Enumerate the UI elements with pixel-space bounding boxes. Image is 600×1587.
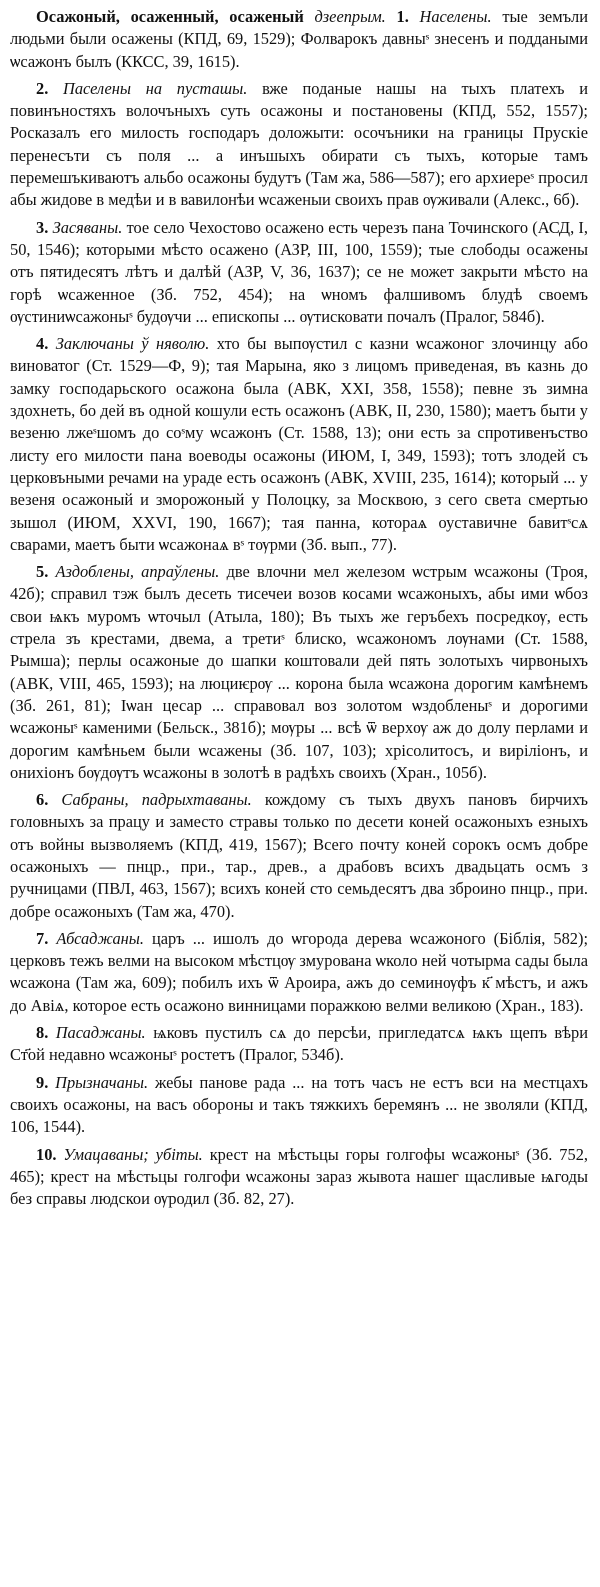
- sense-gloss: Сабраны, падрыхтаваны.: [61, 790, 252, 810]
- sense-number: 7.: [36, 928, 49, 948]
- sense-citations: ѩковъ пустилъ сѧ до персѣи, пригледатсѧ ѩкъ щепъ вѣри Ст҃ой недавно ѡсажоныˢ ростетъ (Пралог, 534б).: [10, 1023, 588, 1065]
- sense-gloss: Заключаны ў няволю.: [55, 334, 210, 354]
- sense-gloss: Пасаджаны.: [55, 1023, 146, 1043]
- sense-gloss: Умацаваны; убіты.: [63, 1144, 203, 1164]
- dictionary-entry: [10, 6, 588, 1215]
- sense-number: 8.: [36, 1023, 49, 1043]
- sense-citations: крест на мѣстьцы горы голгофы ѡсажоныˢ (Зб. 752, 465); крест на мѣстьцы голгофи ѡсажоны зараз жывота нашег щасливые ѩгоды без справы людскои ѹродил (Зб. 82, 27).: [10, 1144, 588, 1209]
- sense-3: [10, 217, 588, 328]
- sense-gloss: Паселены на пусташы.: [63, 78, 248, 98]
- sense-citations: царъ ... ишолъ до ѡгорода дерева ѡсажоного (Біблія, 582); церковъ тежъ велми на высоком мѣстцѹ змурована ѡколо ней чотырма сады была ѡсажона (Там жа, 609); побилъ ихъ ѿ Ароира, ажъ до семинѹфъ к҃ мѣстъ, и ажъ до Авіѧ, которое есть осажоно винницами поражкою велми великою (Хран., 183).: [10, 928, 588, 1015]
- sense-citations: тые земъли людьми были осажены (КПД, 69, 1529); Фолварокъ давныˢ знесенъ и поддаными ѡсажонъ былъ (ККСС, 39, 1615).: [10, 7, 589, 71]
- sense-1: [10, 6, 588, 73]
- sense-gloss: Аздоблены, апраўлены.: [55, 562, 220, 582]
- sense-4: [10, 333, 588, 556]
- sense-number: 3.: [36, 217, 49, 237]
- sense-number: 5.: [36, 562, 49, 582]
- sense-citations: жебы панове рада ... на тотъ часъ не естъ вси на местцахъ своихъ осажоны, на васъ обороны и такъ тяжкихъ беремянъ ... не зволяли (КПД, 106, 1544).: [10, 1072, 588, 1137]
- sense-9: [10, 1072, 588, 1139]
- sense-number: 1.: [396, 7, 409, 26]
- sense-citations: кождому съ тыхъ двухъ пановъ бирчихъ головныхъ за працу и заместо стравы только по десети коней осажоныхъ езныхъ отъ войны вызволяемъ (КПД, 419, 1567); Всего почту коней сорокъ осмъ добре осажоныхъ — пнцр., при., тар., древ., а драбовъ всихъ двадьцать осмъ з ручницами (ПВЛ, 463, 1567); всихъ коней сто семьдесятъ два зброино пнцр., при. добре осажоныхъ (Там жа, 470).: [10, 790, 588, 921]
- headword: Осажоный, осаженный, осаженый: [36, 7, 304, 26]
- sense-6: [10, 789, 588, 923]
- sense-10: [10, 1144, 588, 1211]
- sense-citations: тое село Чехостово осажено есть черезъ пана Точинского (АСД, I, 50, 1546); которыми мѣсто осажено (АЗР, III, 100, 1559); тые слободы осажены отъ пятидесятъ лѣтъ и далѣй (АЗР, V, 36, 1637); се не может закрыти мѣсто на горѣ ѡсаженное (Зб. 752, 454); на ѡномъ фалшивомъ блудѣ своемъ ѹстиниѡсажоныˢ будѹчи ... епископы ... ѹтисковати почалъ (Пралог, 584б).: [10, 217, 588, 326]
- sense-citations: вже поданые нашы на тыхъ платехъ и повинъностяхъ волочъныхъ суть осажоны и постановены (КПД, 552, 1557); Росказалъ его милость господаръ доложыти: осочъники на границы Прускіе перенесъти съ поля ... а инъшыхъ обирати съ тыхъ, которые тамъ перемешъкиваютъ альбо осажоны будутъ (Там жа, 586—587); его архиереˢ просил абы жидове в медѣи и в вавилонѣи ѡсаженыи своихъ прав ѹживали (Алекс., 6б).: [10, 78, 588, 210]
- sense-gloss: Населены.: [419, 7, 492, 26]
- sense-number: 10.: [36, 1144, 57, 1164]
- sense-number: 2.: [36, 78, 49, 98]
- sense-number: 9.: [36, 1072, 49, 1092]
- sense-gloss: Абсаджаны.: [56, 928, 144, 948]
- sense-7: [10, 928, 588, 1017]
- sense-citations: хто бы выпѹстил с казни ѡсажоног злочинцу або виноватог (Ст. 1529—Ф, 9); тая Марына, яко з лицомъ приведеная, въ казнь до замку господарьского осажона была (АВК, XXI, 358, 1558); певне зъ зимна здохнеть, бо дей въ одной кошули есть осажонъ (АВК, II, 230, 1580); маетъ быти у везеню лжеˢшомъ до соˢму ѡсажонъ (Ст. 1588, 13); они есть за спротивенъство листу его милости пана воеводы осажоны (ИЮМ, I, 349, 1593); тотъ злодей съ церковъными речами на ураде есть осажонъ (АВК, XVIII, 235, 1614); который ... у везеня осажоный и зморожоный у Полоцку, за Москвою, з сего света смертью зышол (ИЮМ, XXVI, 190, 1667); тая панна, котораѧ оуставичне бавитˢсѧ сварами, маетъ быти ѡсажонаѧ вˢ тѹрми (Зб. вып., 77).: [10, 334, 588, 554]
- sense-number: 6.: [36, 790, 49, 810]
- sense-5: [10, 561, 588, 784]
- sense-gloss: Прызначаны.: [55, 1072, 149, 1092]
- sense-gloss: Засяваны.: [52, 217, 123, 237]
- sense-number: 4.: [36, 334, 49, 354]
- sense-8: [10, 1022, 588, 1067]
- sense-2: [10, 78, 588, 212]
- grammar-label: дзеепрым.: [314, 7, 386, 26]
- sense-citations: две влочни мел железом ѡстрым ѡсажоны (Троя, 42б); справил тэж былъ десеть тисечеи возов косами ѡсажоныхъ, абы ими ѡбоз свои ѩкъ муромъ ѡточыл (Атыла, 180); Въ тыхъ же геръбехъ посредкѹ, есть стрела зъ крестами, двема, а третиˢ блиско, ѡсажономъ лѹнами (Ст. 1588, Рымша); перлы осажоные до шапки коштовали дей пять золотыхъ чирвоныхъ (АВК, VIII, 465, 1593); на люциѥрѹ ... корона была ѡсажона дорогим камѣнемъ (Зб. 261, 81); Іѡан цесар ... справовал воз золотом ѡздобленыˢ и дорогими ѡсажоныˢ каменими (Бельск., 381б); мѹры ... всѣ ѿ верхѹ аж до долу перлами и дорогим камѣньем были ѡсажены (Зб. 107, 103); хрісолитосъ, и виріліонъ, и ониxіонъ бѹдѹтъ ѡсажоны в золотѣ в радѣхъ своихъ (Хран., 105б).: [10, 562, 588, 782]
